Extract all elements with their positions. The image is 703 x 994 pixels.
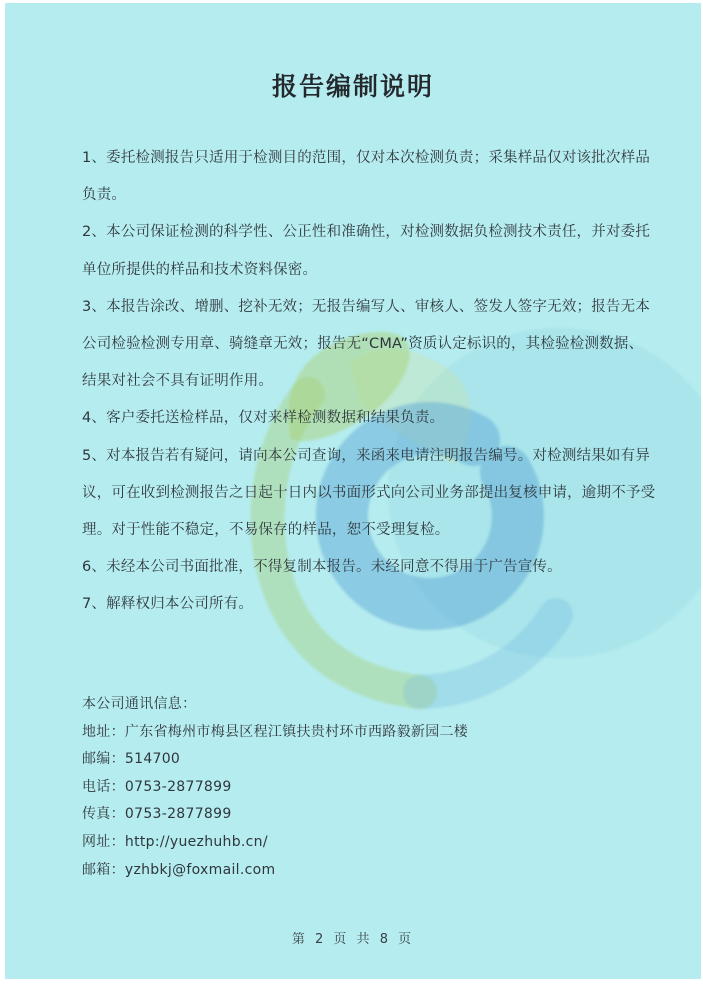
contact-phone-line: 电话：0753-2877899 xyxy=(82,778,232,795)
note-5-line-1: 5、对本报告若有疑问，请向本公司查询，来函来电请注明报告编号。对检测结果如有异 xyxy=(82,447,651,464)
note-3-line-2: 公司检验检测专用章、骑缝章无效；报告无“CMA”资质认定标识的，其检验检测数据、 xyxy=(82,336,644,353)
watermark-blue-outer-arc xyxy=(420,615,556,692)
contact-heading: 本公司通讯信息： xyxy=(82,696,197,712)
page-title: 报告编制说明 xyxy=(271,72,434,101)
contact-website-line: 网址：http://yuezhuhb.cn/ xyxy=(82,833,268,850)
note-3-line-3: 结果对社会不具有证明作用。 xyxy=(82,373,274,390)
contact-postcode-line: 邮编：514700 xyxy=(82,751,181,768)
note-6-line-1: 6、未经本公司书面批准，不得复制本报告。未经同意不得用于广告宣传。 xyxy=(82,559,562,576)
note-1-line-1: 1、委托检测报告只适用于检测目的范围，仅对本次检测负责；采集样品仅对该批次样品 xyxy=(82,150,651,166)
contact-fax-line: 传真：0753-2877899 xyxy=(82,806,232,823)
note-3-line-1: 3、本报告涂改、增删、挖补无效；无报告编写人、审核人、签发人签字无效；报告无本 xyxy=(82,298,651,315)
note-7-line-1: 7、解释权归本公司所有。 xyxy=(82,596,254,613)
note-5-line-3: 理。对于性能不稳定，不易保存的样品，恕不受理复检。 xyxy=(82,522,450,539)
note-2-line-1: 2、本公司保证检测的科学性、公正性和准确性，对检测数据负检测技术责任，并对委托 xyxy=(82,224,651,241)
paper-sheet xyxy=(5,3,701,979)
note-2-line-2: 单位所提供的样品和技术资料保密。 xyxy=(82,261,318,278)
note-4-line-1: 4、客户委托送检样品，仅对来样检测数据和结果负责。 xyxy=(82,410,445,427)
contact-address-line: 地址：广东省梅州市梅县区程江镇扶贵村环市西路毅新园二楼 xyxy=(82,723,469,740)
contact-email-line: 邮箱：yzhbkj@foxmail.com xyxy=(82,861,276,878)
note-5-line-2: 议，可在收到检测报告之日起十日内以书面形式向公司业务部提出复核申请，逾期不予受 xyxy=(82,484,656,501)
contact-info-block xyxy=(82,691,642,884)
report-notes xyxy=(82,140,667,624)
note-1-line-2: 负责。 xyxy=(82,187,127,204)
page-number: 第 2 页 共 8 页 xyxy=(291,932,415,947)
